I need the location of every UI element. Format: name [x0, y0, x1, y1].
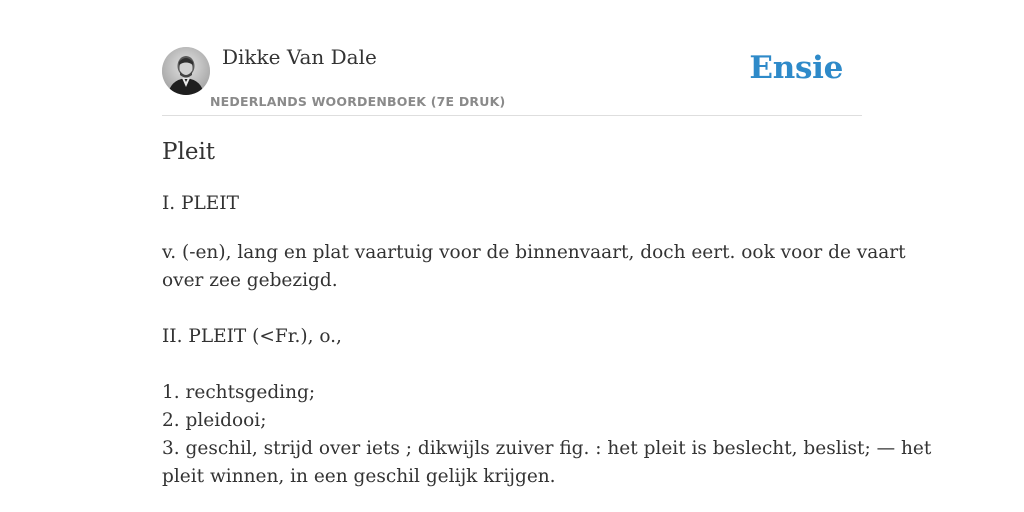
- author-avatar[interactable]: [162, 47, 210, 95]
- text-line: II. PLEIT (<Fr.), o.,: [162, 326, 342, 347]
- entry-page: [162, 0, 932, 487]
- section-heading-1: I. PLEIT: [162, 193, 239, 214]
- text-line: v. (-en), lang en plat vaartuig voor de binnenvaart, doch eert. ook voor de vaart: [162, 242, 906, 263]
- definition-item: 3. geschil, strijd over iets ; dikwijls zuiver fig. : het pleit is beslecht, beslist; — het: [162, 438, 932, 459]
- ensie-logo-link[interactable]: Ensie: [749, 50, 843, 86]
- definition-item: 2. pleidooi;: [162, 410, 267, 431]
- page-header: [162, 0, 862, 116]
- author-name-link[interactable]: Dikke Van Dale: [222, 45, 377, 69]
- page-title: Pleit: [162, 139, 216, 165]
- text-line: over zee gebezigd.: [162, 270, 338, 291]
- definition-item: pleit winnen, in een geschil gelijk krijgen.: [162, 466, 556, 487]
- definition-list: [162, 379, 932, 491]
- portrait-icon: [162, 47, 210, 95]
- source-title: NEDERLANDS WOORDENBOEK (7E DRUK): [210, 94, 506, 109]
- definition-paragraph-1: [162, 239, 906, 295]
- section-heading-2: [162, 323, 862, 351]
- definition-item: 1. rechtsgeding;: [162, 382, 316, 403]
